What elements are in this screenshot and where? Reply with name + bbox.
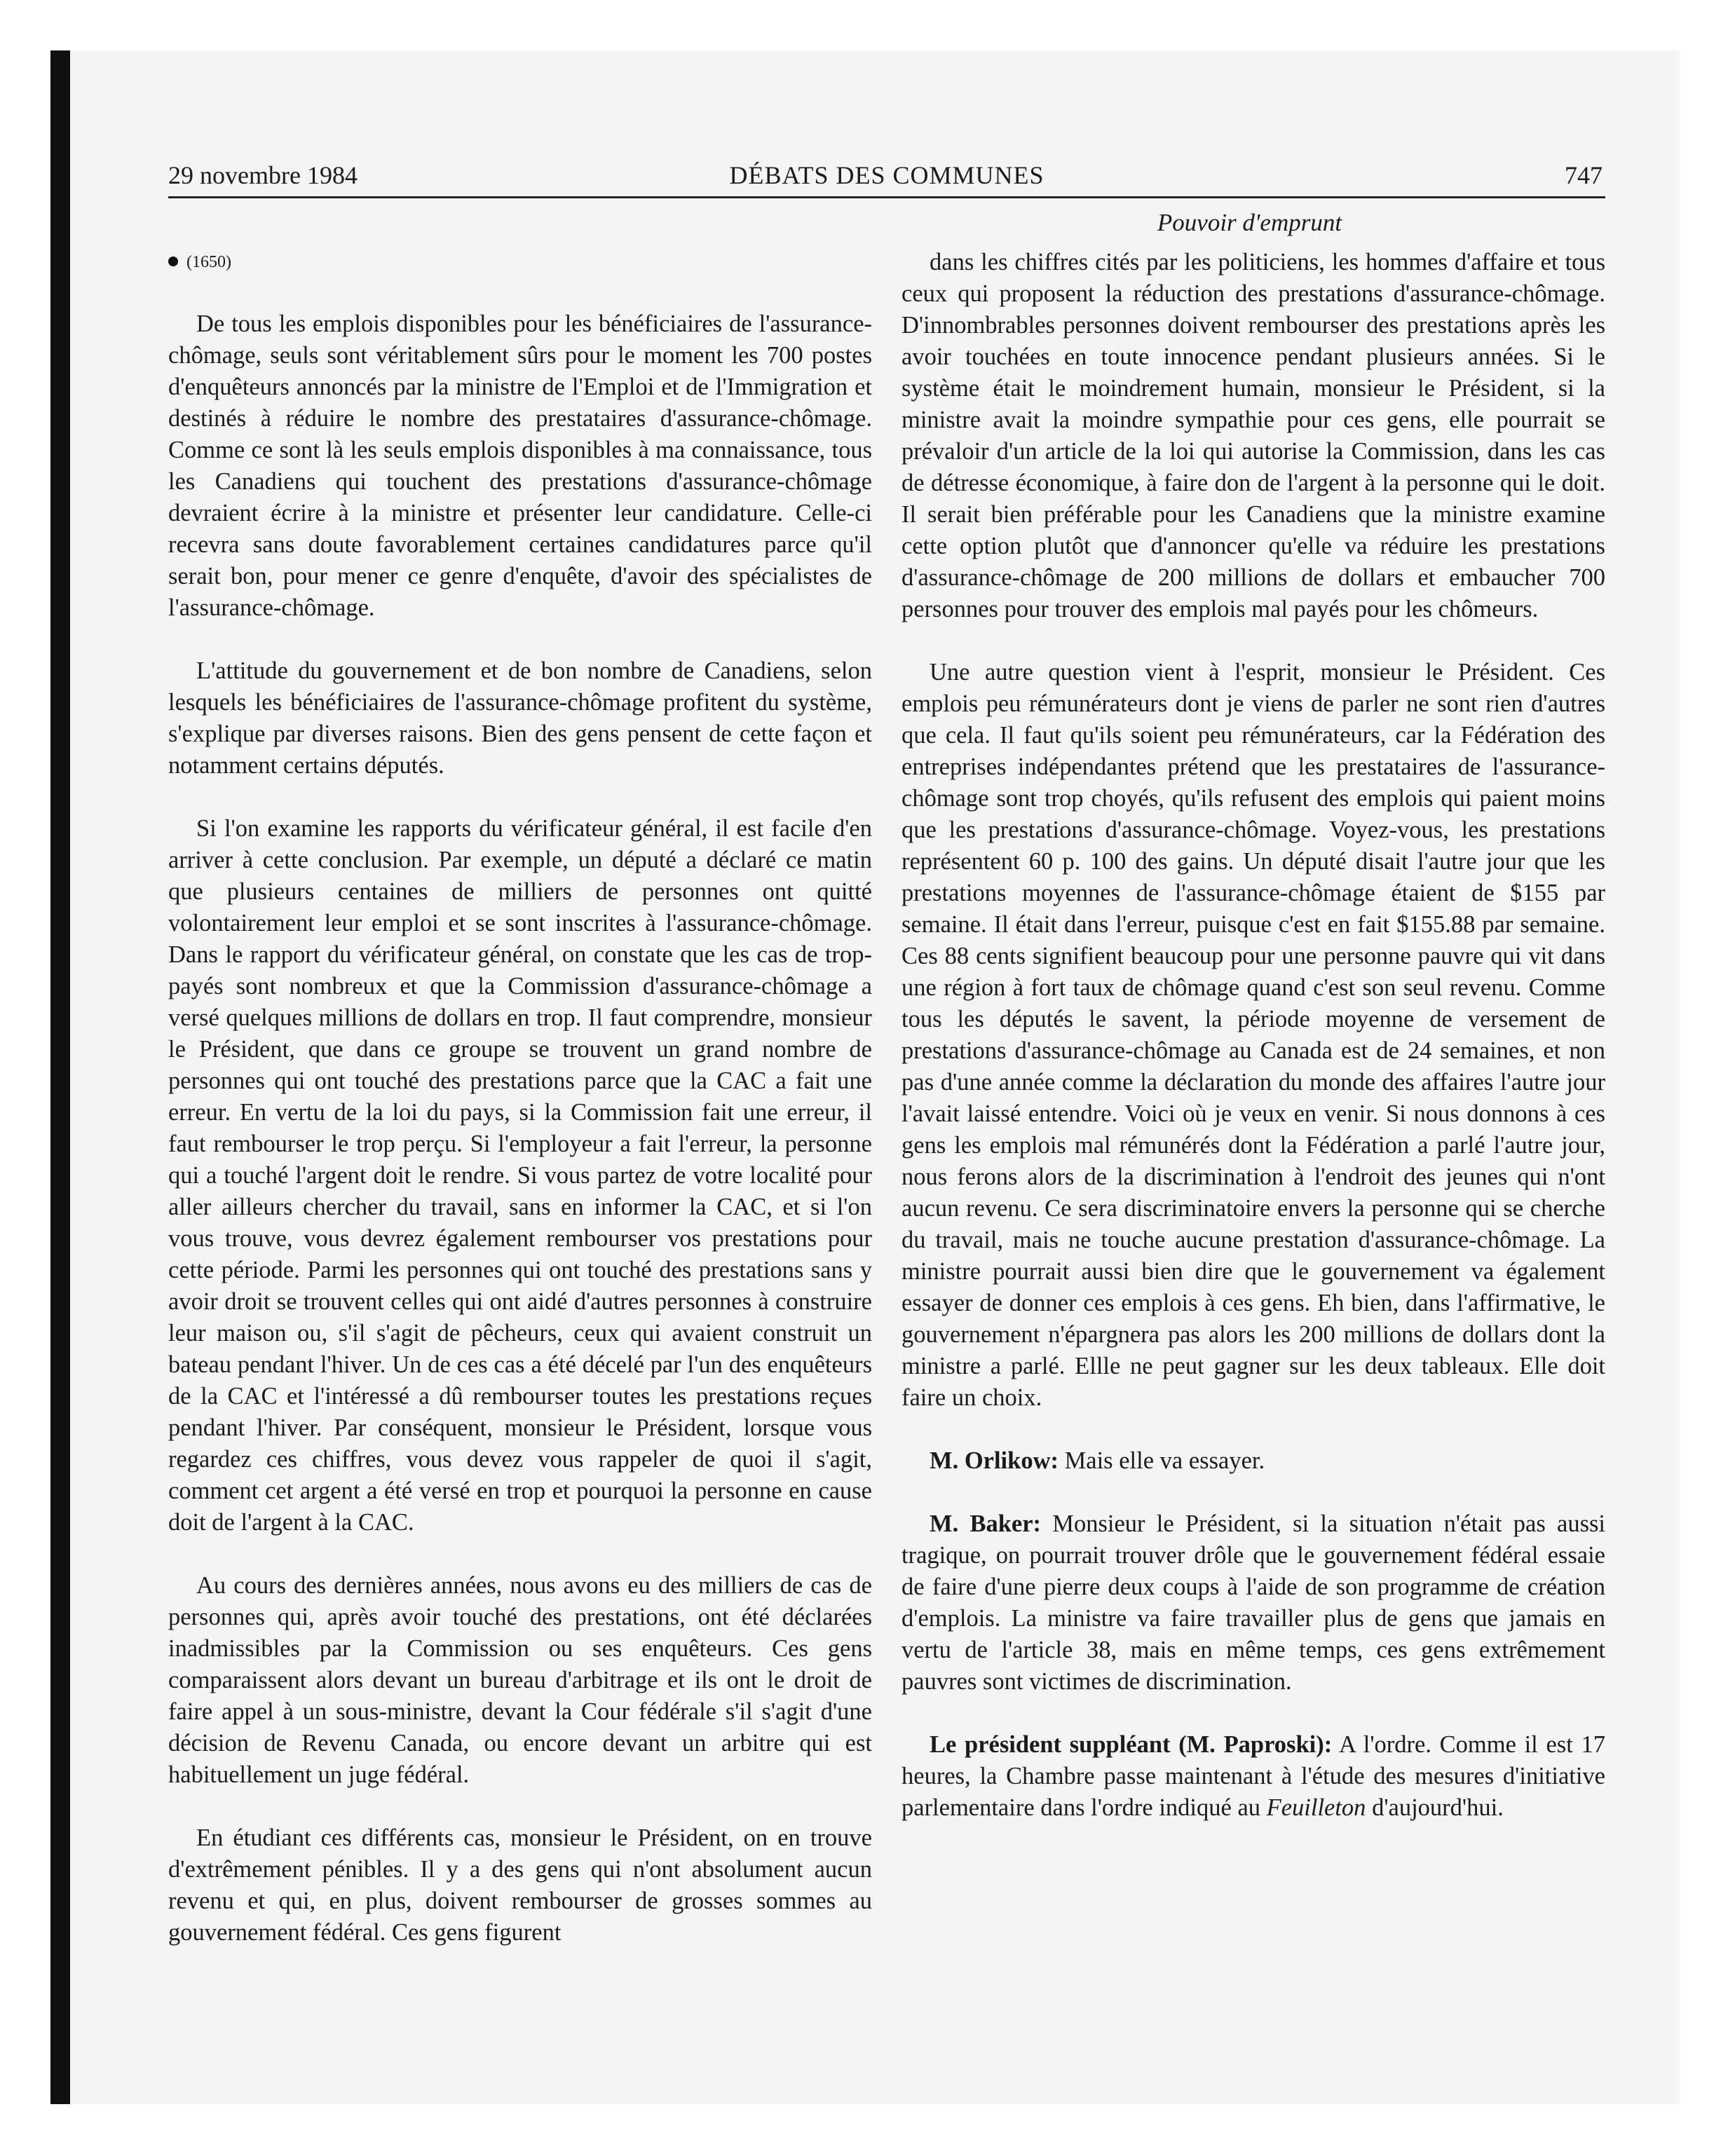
paragraph: dans les chiffres cités par les politiciens, les hommes d'affaire et tous ceux qui proposent la réduction des prestations d'assurance-chômage. D'innombrables personnes doivent rembourser des prestations après les avoir touchées en toute innocence pendant plusieurs années. Si le système était le moindrement humain, monsieur le Président, si la ministre avait la moindre sympathie pour ces gens, elle pourrait se prévaloir d'un article de la loi qui autorise la Commission, dans les cas de détresse économique, à faire don de l'argent à la personne qui le doit. Il serait bien préférable pour les Canadiens que la ministre examine cette option plutôt que d'annoncer qu'elle va réduire les prestations d'assurance-chômage de 200 millions de dollars et embaucher 700 personnes pour trouver des emplois mal payés pour les chômeurs. xyxy=(901,249,1605,622)
running-header xyxy=(168,156,1605,198)
speaker-name: M. Orlikow: xyxy=(930,1447,1059,1474)
header-title: DÉBATS DES COMMUNES xyxy=(729,161,1045,189)
bullet-icon xyxy=(168,257,178,266)
paragraph: Au cours des dernières années, nous avons eu des milliers de cas de personnes qui, après avoir touché des prestations, ont été déclarées inadmissibles par la Commission ou ses enquêteurs. Ces gens comparaissent alors devant un bureau d'arbitrage et ils ont le droit de faire appel à un sous-ministre, devant la Cour fédérale s'il s'agit d'une décision de Revenu Canada, ou encore devant un arbitre qui est habituellement un juge fédéral. xyxy=(168,1572,872,1788)
intervention-baker xyxy=(901,1508,1605,1698)
speaker-name: Le président suppléant (M. Paproski): xyxy=(930,1731,1333,1758)
timestamp-text: (1650) xyxy=(186,253,231,271)
intervention-text: Mais elle va essayer. xyxy=(1058,1447,1265,1474)
timestamp xyxy=(168,247,872,278)
paragraph: En étudiant ces différents cas, monsieur le Président, on en trouve d'extrêmement pénibles. Il y a des gens qui n'ont absolument aucun revenu et qui, en plus, doivent rembourser de grosses sommes au gouvernement fédéral. Ces gens figurent xyxy=(168,1824,872,1946)
left-column xyxy=(168,247,872,1949)
intervention-paproski xyxy=(901,1729,1605,1824)
feuilleton-title: Feuilleton xyxy=(1266,1794,1366,1821)
paragraph: Une autre question vient à l'esprit, monsieur le Président. Ces emplois peu rémunérateurs dont je viens de parler ne sont rien d'autres que cela. Il faut qu'ils soient peu rémunérateurs, car la Fédération des entreprises indépendantes prétend que les prestataires de l'assurance-chômage sont trop choyés, qu'ils refusent des emplois qui paient moins que les prestations d'assurance-chômage. Voyez-vous, les prestations représentent 60 p. 100 des gains. Un député disait l'autre jour que les prestations moyennes de l'assurance-chômage étaient de $155 par semaine. Il était dans l'erreur, puisque c'est en fait $155.88 par semaine. Ces 88 cents signifient beaucoup pour une personne pauvre qui vit dans une région à fort taux de chômage quand c'est son seul revenu. Comme tous les députés le savent, la période moyenne de versement de prestations d'assurance-chômage au Canada est de 24 semaines, et non pas d'une année comme la déclaration du monde des affaires l'autre jour l'avait laissé entendre. Voici où je veux en venir. Si nous donnons à ces gens les emplois mal rémunérés dont la Fédération a parlé l'autre jour, nous ferons alors de la discrimination à l'endroit des jeunes qui n'ont aucun revenu. Ce sera discriminatoire envers la personne qui se cherche du travail, mais ne touche aucune prestation d'assurance-chômage. La ministre pourrait aussi bien dire que le gouvernement va également essayer de donner ces emplois à ces gens. Eh bien, dans l'affirmative, le gouvernement n'épargnera pas alors les 200 millions de dollars dont la ministre a parlé. Ellle ne peut gagner sur les deux tableaux. Elle doit faire un choix. xyxy=(901,659,1605,1411)
header-date: 29 novembre 1984 xyxy=(168,161,358,189)
intervention-text: A l'ordre. Comme il est 17 heures, la Chambre passe maintenant à l'étude des mesures d'initiative parlementaire dans l'ordre indiqué au xyxy=(901,1731,1605,1821)
intervention-text-end: d'aujourd'hui. xyxy=(1366,1794,1504,1821)
binding-edge xyxy=(50,50,70,2104)
page-number: 747 xyxy=(1565,161,1603,189)
intervention-text: Monsieur le Président, si la situation n'était pas aussi tragique, on pourrait trouver drôle que le gouvernement fédéral essaie de faire d'une pierre deux coups à l'aide de son programme de création d'emplois. La ministre va faire travailler plus de gens que jamais en vertu de l'article 38, mais en même temps, ces gens extrêmement pauvres sont victimes de discrimination. xyxy=(901,1510,1605,1695)
paragraph: De tous les emplois disponibles pour les bénéficiaires de l'assurance-chômage, seuls sont véritablement sûrs pour le moment les 700 postes d'enquêteurs annoncés par la ministre de l'Emploi et de l'Immigration et destinés à réduire le nombre des prestataires d'assurance-chômage. Comme ce sont là les seuls emplois disponibles à ma connaissance, tous les Canadiens qui touchent des prestations d'assurance-chômage devraient écrire à la ministre et présenter leur candidature. Celle-ci recevra sans doute favorablement certaines candidatures parce qu'il serait bon, pour mener ce genre d'enquête, d'avoir des spécialistes de l'assurance-chômage. xyxy=(168,311,872,621)
paragraph: L'attitude du gouvernement et de bon nombre de Canadiens, selon lesquels les bénéficiaires de l'assurance-chômage profitent du système, s'explique par diverses raisons. Bien des gens pensent de cette façon et notamment certains députés. xyxy=(168,657,872,779)
intervention-orlikow xyxy=(901,1445,1605,1477)
paragraph: Si l'on examine les rapports du vérificateur général, il est facile d'en arriver à cette conclusion. Par exemple, un député a déclaré ce matin que plusieurs centaines de milliers de personnes ont quitté volontairement leur emploi et se sont inscrites à l'assurance-chômage. Dans le rapport du vérificateur général, on constate que les cas de trop-payés sont nombreux et que la Commission d'assurance-chômage a versé quelques millions de dollars en trop. Il faut comprendre, monsieur le Président, que dans ce groupe se trouvent un grand nombre de personnes qui ont touché des prestations parce que la CAC a fait une erreur. En vertu de la loi du pays, si la Commission fait une erreur, il faut rembourser le trop perçu. Si l'employeur a fait l'erreur, la personne qui a touché l'argent doit le rendre. Si vous partez de votre localité pour aller ailleurs chercher du travail, sans en informer la CAC, et si l'on vous trouve, vous devrez également rembourser vos prestations pour cette période. Parmi les personnes qui ont touché des prestations sans y avoir droit se trouvent celles qui ont aidé d'autres personnes à construire leur maison ou, s'il s'agit de pêcheurs, ceux qui avaient construit un bateau pendant l'hiver. Un de ces cas a été décelé par l'un des enquêteurs de la CAC et l'intéressé a dû rembourser toutes les prestations reçues pendant l'hiver. Par conséquent, monsieur le Président, lorsque vous regardez ces chiffres, vous devez vous rappeler de quoi il s'agit, comment cet argent a été versé en trop et pourquoi la personne en cause doit de l'argent à la CAC. xyxy=(168,815,872,1536)
speaker-name: M. Baker: xyxy=(930,1510,1042,1537)
section-heading: Pouvoir d'emprunt xyxy=(1157,209,1342,236)
right-column xyxy=(901,247,1605,1824)
